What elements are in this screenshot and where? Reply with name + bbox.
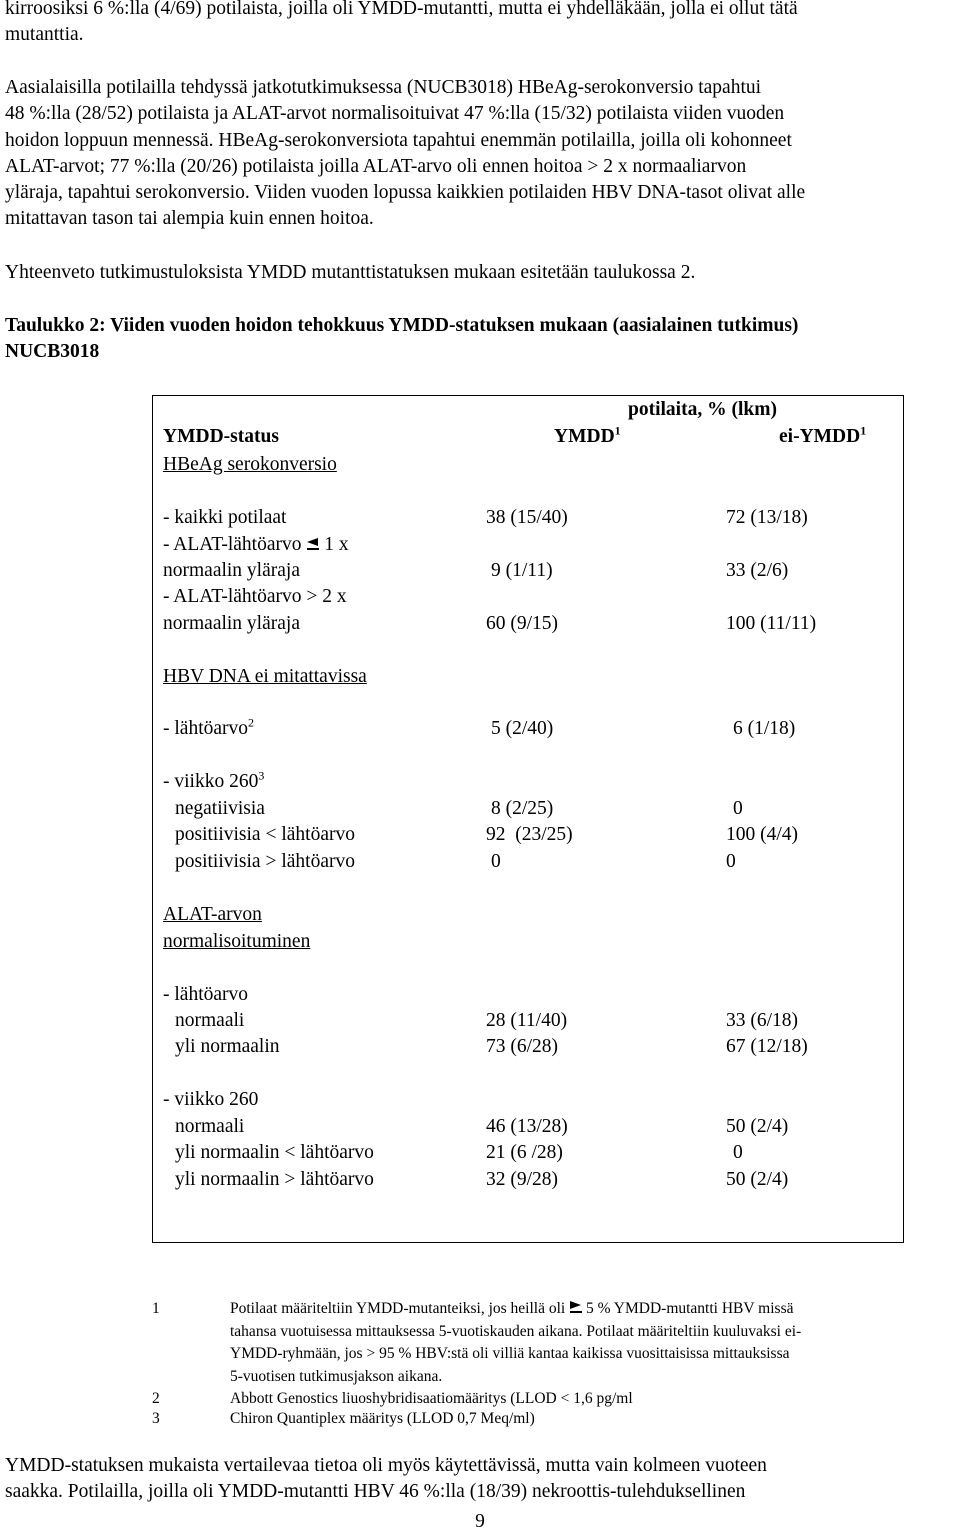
closing-paragraph — [5, 1453, 955, 1506]
less-or-equal-icon — [306, 536, 319, 551]
section-heading-alat: normalisoituminen — [163, 931, 311, 952]
body-paragraph — [5, 75, 955, 233]
row-label: - viikko 260 — [163, 1089, 259, 1110]
cell-value: 46 (13/28) — [486, 1116, 568, 1137]
cell-value: 67 (12/18) — [726, 1036, 808, 1057]
row-label: normaali — [175, 1010, 245, 1031]
cell-value: 100 (4/4) — [726, 824, 799, 845]
footnote-number: 2 — [152, 1390, 160, 1407]
cell-value: 9 (1/11) — [491, 560, 553, 581]
row-label: - ALAT-lähtöarvo 1 x — [163, 534, 349, 555]
table-title-line: NUCB3018 — [5, 341, 100, 363]
intro-line: mutanttia. — [5, 24, 84, 46]
page-number: 9 — [475, 1511, 485, 1532]
row-label: negatiivisia — [175, 798, 265, 819]
paragraph-line: ALAT-arvot; 77 %:lla (20/26) potilaista joilla ALAT-arvo oli ennen hoitoa > 2 x normaaliarvon — [5, 155, 747, 177]
row-label: yli normaalin < lähtöarvo — [175, 1142, 374, 1163]
cell-value: 92 (23/25) — [486, 824, 573, 845]
cell-value: 6 (1/18) — [733, 718, 796, 739]
cell-value: 0 — [491, 851, 501, 872]
footnote-line: 5-vuotisen tutkimusjakson aikana. — [230, 1367, 443, 1385]
intro-line: kirroosiksi 6 %:lla (4/69) potilaista, joilla oli YMDD-mutantti, mutta ei yhdelläkään, jolla ei ollut tätä — [5, 0, 798, 19]
table-title-line: Taulukko 2: Viiden vuoden hoidon tehokkuus YMDD-statuksen mukaan (aasialainen tutkimus) — [5, 315, 799, 336]
paragraph-line: yläraja, tapahtui serokonversio. Viiden vuoden lopussa kaikkien potilaiden HBV DNA-tasot olivat alle — [5, 182, 806, 204]
footnote-line: Potilaat määriteltiin YMDD-mutanteiksi, jos heillä oli 5 % YMDD-mutantti HBV missä — [230, 1300, 794, 1317]
col-ymdd-header: YMDD$^1$ — [554, 423, 621, 447]
summary-paragraph: Yhteenveto tutkimustuloksista YMDD mutanttistatuksen mukaan esitetään taulukossa 2. — [5, 262, 696, 283]
cell-value: 5 (2/40) — [491, 718, 554, 739]
row-label: yli normaalin — [175, 1036, 280, 1057]
cell-value: 33 (6/18) — [726, 1010, 799, 1031]
col-ei-ymdd-header: ei-YMDD$^1$ — [779, 423, 867, 447]
section-heading-hbv: HBV DNA ei mitattavissa — [163, 666, 367, 687]
paragraph-line: hoidon loppuun mennessä. HBeAg-serokonversiota tapahtui enemmän potilailla, joilla oli kohonneet — [5, 129, 792, 151]
row-label: positiivisia < lähtöarvo — [175, 824, 355, 845]
paragraph-line: 48 %:lla (28/52) potilaista ja ALAT-arvot normalisoituivat 47 %:lla (15/32) potilaista viiden vuoden — [5, 103, 785, 125]
section-heading-hbeag: HBeAg serokonversio — [163, 454, 337, 475]
intro-paragraph — [5, 0, 955, 49]
row-label: - viikko $260^3$ — [163, 768, 265, 792]
cell-value: 50 (2/4) — [726, 1116, 789, 1137]
paragraph-line: mitattavan tason tai alempia kuin ennen hoitoa. — [5, 208, 374, 230]
cell-value: 32 (9/28) — [486, 1169, 559, 1190]
row-label: - kaikki potilaat — [163, 507, 287, 528]
row-label: normaali — [175, 1116, 245, 1137]
row-label: - lähtöarvo$^2$ — [163, 715, 255, 739]
footnote-text — [230, 1298, 930, 1388]
row-label: normaalin yläraja — [163, 613, 300, 634]
cell-value: 33 (2/6) — [726, 560, 789, 581]
status-column-label: YMDD-status — [163, 426, 279, 447]
footnote-number: 3 — [152, 1410, 160, 1427]
cell-value: 50 (2/4) — [726, 1169, 789, 1190]
footnote-text: Abbott Genostics liuoshybridisaatiomääritys (LLOD < 1,6 pg/ml — [230, 1390, 633, 1407]
footnote-line: YMDD-ryhmään, jos > 95 % HBV:stä oli villiä kantaa kaikissa vuosittaisissa mittauksissa — [230, 1345, 790, 1362]
row-label: normaalin yläraja — [163, 560, 300, 581]
section-heading-alat: ALAT-arvon — [163, 904, 262, 925]
cell-value: 73 (6/28) — [486, 1036, 559, 1057]
row-label: positiivisia > lähtöarvo — [175, 851, 355, 872]
cell-value: 21 (6 /28) — [486, 1142, 563, 1163]
greater-or-equal-icon — [569, 1299, 582, 1314]
cell-value: 0 — [733, 1142, 743, 1163]
cell-value: 38 (15/40) — [486, 507, 568, 528]
row-label: - lähtöarvo — [163, 984, 249, 1005]
cell-value: 0 — [726, 851, 736, 872]
row-label: yli normaalin > lähtöarvo — [175, 1169, 374, 1190]
cell-value: 72 (13/18) — [726, 507, 808, 528]
cell-value: 8 (2/25) — [491, 798, 554, 819]
paragraph-line: YMDD-statuksen mukaista vertailevaa tietoa oli myös käytettävissä, mutta vain kolmeen vuoteen — [5, 1455, 767, 1476]
cell-value: 0 — [733, 798, 743, 819]
header-group-label: potilaita, % (lkm) — [628, 399, 777, 420]
paragraph-line: Aasialaisilla potilailla tehdyssä jatkotutkimuksessa (NUCB3018) HBeAg-serokonversio tapahtui — [5, 77, 762, 98]
footnote-text: Chiron Quantiplex määritys (LLOD 0,7 Meq/ml) — [230, 1410, 535, 1427]
footnote-number: 1 — [152, 1300, 160, 1317]
cell-value: 100 (11/11) — [726, 613, 817, 634]
cell-value: 28 (11/40) — [486, 1010, 568, 1031]
table-title — [5, 313, 955, 366]
footnote-line: tahansa vuotuisessa mittauksessa 5-vuotiskauden aikana. Potilaat määriteltiin kuuluvaksi ei- — [230, 1322, 802, 1340]
cell-value: 60 (9/15) — [486, 613, 559, 634]
paragraph-line: saakka. Potilailla, joilla oli YMDD-mutantti HBV 46 %:lla (18/39) nekroottis-tulehduksellinen — [5, 1481, 746, 1503]
row-label: - ALAT-lähtöarvo > 2 x — [163, 586, 347, 607]
results-table — [152, 395, 904, 1243]
